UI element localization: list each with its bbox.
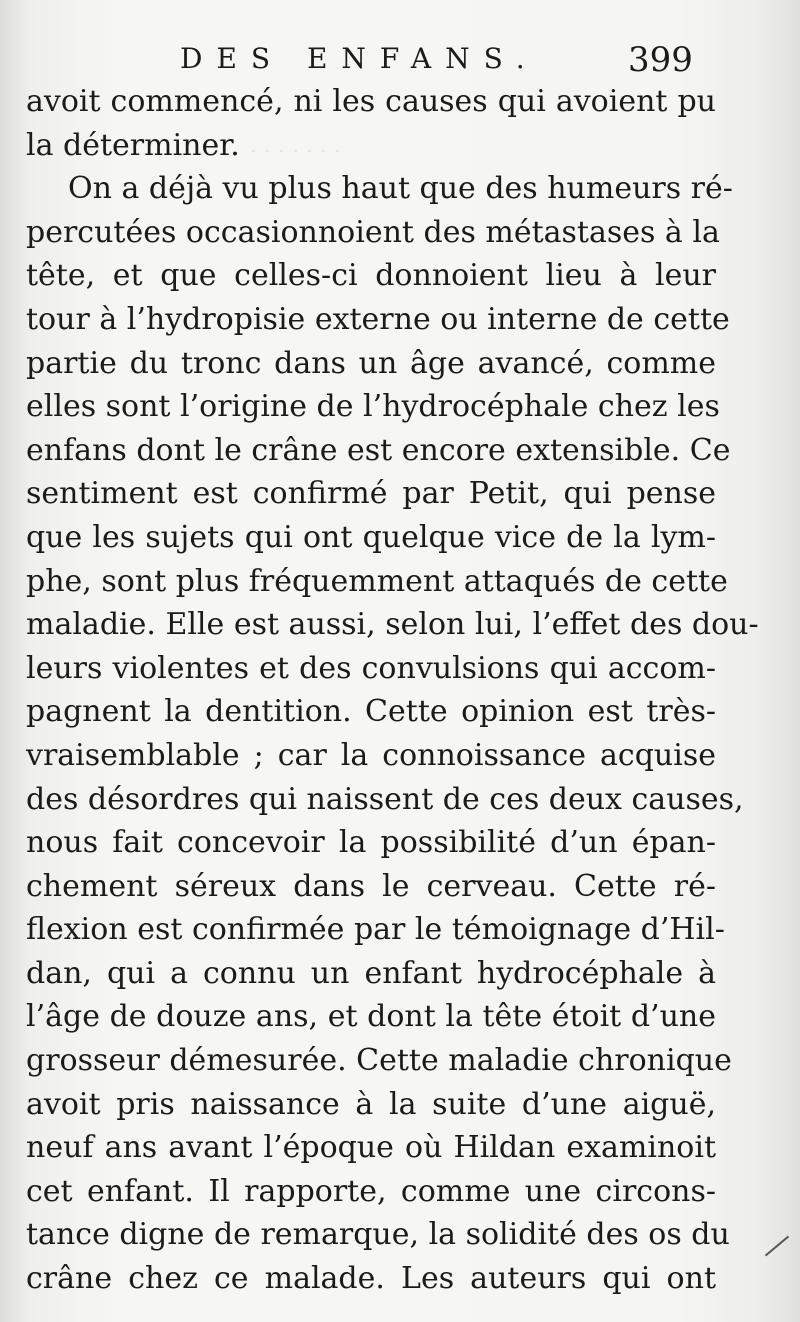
text-line: que les sujets qui ont quelque vice de la lym-: [26, 519, 716, 555]
text-line: maladie. Elle est aussi, selon lui, l’effet des dou-: [26, 607, 759, 643]
text-line: vraisemblable ; car la connoissance acquise: [26, 737, 716, 773]
text-line: chement séreux dans le cerveau. Cette ré-: [26, 868, 716, 904]
text-line: crâne chez ce malade. Les auteurs qui ont: [26, 1261, 716, 1297]
text-line: flexion est confirmée par le témoignage d’Hil-: [26, 912, 725, 948]
text-line: percutées occasionnoient des métastases à la: [26, 214, 720, 250]
text-line: avoit pris naissance à la suite d’une aiguë,: [26, 1086, 716, 1122]
text-line: avoit commencé, ni les causes qui avoient pu: [26, 84, 716, 119]
text-line: partie du tronc dans un âge avancé, comme: [26, 345, 716, 381]
text-line: sentiment est confirmé par Petit, qui pense: [26, 476, 716, 512]
page-number: 399: [628, 40, 693, 80]
text-line: enfans dont le crâne est encore extensible. Ce: [26, 432, 731, 468]
text-line: nous fait concevoir la possibilité d’un épan-: [26, 825, 716, 861]
text-line: l’âge de douze ans, et dont la tête étoit d’une: [26, 999, 716, 1035]
text-line: tour à l’hydropisie externe ou interne de cette: [26, 301, 730, 337]
running-title: DES ENFANS.: [180, 42, 539, 75]
text-line: elles sont l’origine de l’hydrocéphale chez les: [26, 389, 720, 425]
text-line: tance digne de remarque, la solidité des os du: [26, 1217, 730, 1253]
page-edge-mark: [765, 1236, 789, 1257]
text-line: leurs violentes et des convulsions qui accom-: [26, 650, 716, 686]
body-text: [26, 80, 759, 1301]
show-through-text: · · · · · · ·: [250, 140, 341, 165]
text-line: neuf ans avant l’époque où Hildan examinoit: [26, 1130, 716, 1166]
text-line: phe, sont plus fréquemment attaqués de cette: [26, 563, 728, 599]
text-line: dan, qui a connu un enfant hydrocéphale à: [26, 955, 716, 991]
text-line: cet enfant. Il rapporte, comme une circons-: [26, 1173, 716, 1209]
text-line: pagnent la dentition. Cette opinion est très-: [26, 694, 716, 730]
text-line: des désordres qui naissent de ces deux causes,: [26, 781, 744, 817]
text-line: grosseur démesurée. Cette maladie chronique: [26, 1043, 732, 1079]
text-line: tête, et que celles-ci donnoient lieu à leur: [26, 258, 716, 294]
text-line: On a déjà vu plus haut que des humeurs ré-: [68, 171, 733, 207]
text-line: la déterminer.: [26, 127, 240, 163]
